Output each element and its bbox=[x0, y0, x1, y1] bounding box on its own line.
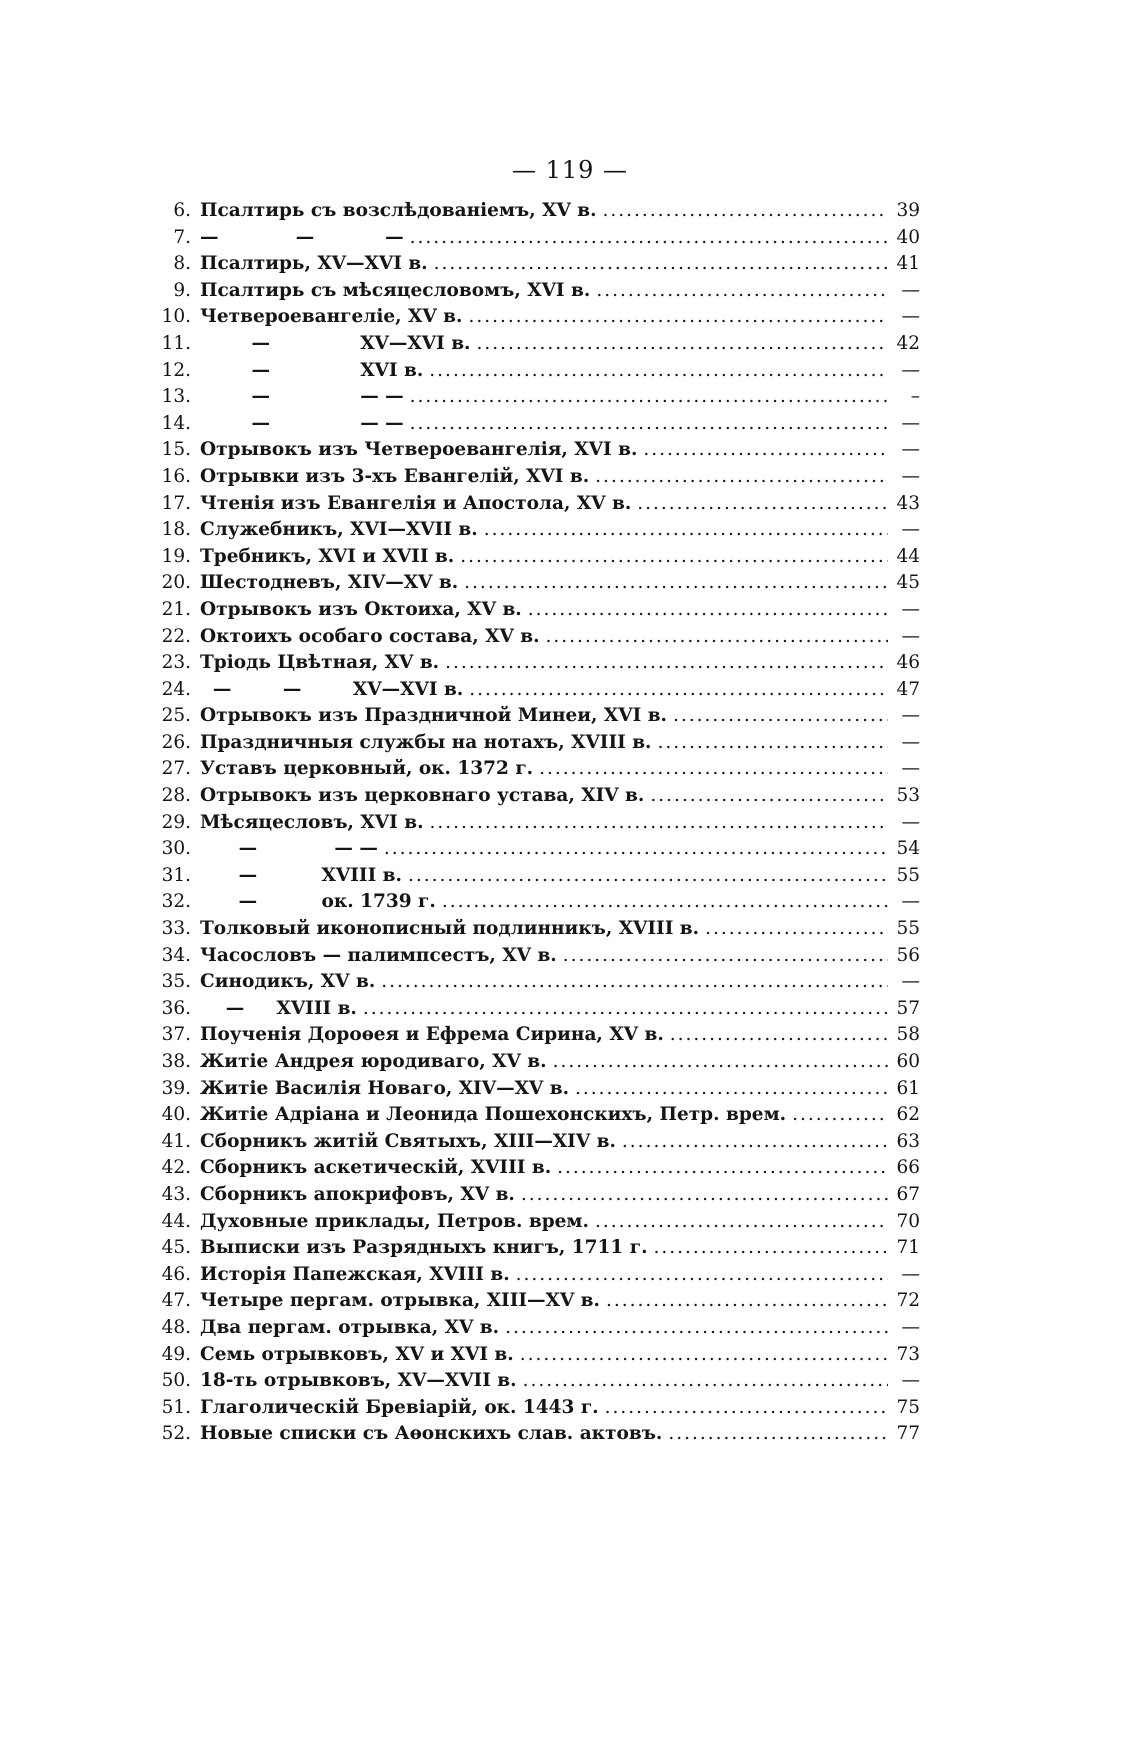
toc-entry bbox=[155, 732, 920, 759]
dot-leader bbox=[410, 386, 888, 407]
entry-page: 39 bbox=[896, 200, 920, 221]
toc-entry bbox=[155, 386, 920, 413]
entry-title: Псалтирь, XV—XVI в. bbox=[200, 253, 428, 275]
entry-title: Отрывокъ изъ церковнаго устава, XIV в. bbox=[200, 785, 645, 807]
entry-page: — bbox=[901, 439, 920, 461]
toc-entry bbox=[155, 1078, 920, 1105]
entry-number: 21. bbox=[161, 598, 191, 620]
entry-number: 51. bbox=[161, 1396, 191, 1418]
toc-entry bbox=[155, 227, 920, 254]
entry-number: 27. bbox=[161, 758, 191, 780]
toc-entry bbox=[155, 1290, 920, 1317]
entry-number: 33. bbox=[161, 918, 191, 940]
entry-page: — bbox=[901, 1370, 920, 1392]
entry-page: — bbox=[901, 891, 920, 913]
toc-entry bbox=[155, 546, 920, 573]
entry-number: 26. bbox=[161, 731, 191, 753]
entry-page: — bbox=[901, 306, 920, 328]
entry-page: — bbox=[901, 758, 920, 780]
dot-leader bbox=[668, 1423, 888, 1444]
toc-entry bbox=[155, 493, 920, 520]
entry-page: 41 bbox=[896, 253, 920, 275]
entry-page: 40 bbox=[896, 226, 920, 248]
dot-leader bbox=[408, 865, 888, 886]
entry-title: 18-ть отрывковъ, XV—XVII в. bbox=[200, 1370, 517, 1392]
entry-page: — bbox=[901, 598, 920, 620]
entry-page: 57 bbox=[896, 997, 920, 1019]
dot-leader bbox=[520, 1344, 888, 1365]
toc-entry bbox=[155, 1397, 920, 1424]
dot-leader bbox=[643, 439, 888, 460]
entry-number: 17. bbox=[161, 492, 191, 514]
entry-title: Псалтирь съ возслѣдованіемъ, XV в. bbox=[200, 200, 597, 221]
entry-number: 47. bbox=[161, 1290, 191, 1312]
entry-page: 54 bbox=[896, 838, 920, 860]
entry-title: Служебникъ, XVI—XVII в. bbox=[200, 519, 478, 541]
entry-page: — bbox=[901, 625, 920, 647]
entry-page: 53 bbox=[896, 785, 920, 807]
dot-leader bbox=[670, 1024, 888, 1045]
entry-number: 37. bbox=[161, 1024, 191, 1046]
entry-number: 32. bbox=[161, 891, 191, 913]
dot-leader bbox=[595, 466, 888, 487]
entry-number: 38. bbox=[161, 1051, 191, 1072]
dot-leader bbox=[521, 1184, 888, 1205]
entry-number: 7. bbox=[173, 226, 191, 248]
entry-number: 36. bbox=[161, 997, 191, 1019]
entry-number: 48. bbox=[161, 1316, 191, 1338]
entry-number: 10. bbox=[161, 306, 191, 328]
dot-leader bbox=[553, 1051, 888, 1072]
entry-title: Исторія Папежская, XVIII в. bbox=[200, 1263, 510, 1285]
entry-page: 44 bbox=[896, 545, 920, 567]
toc-entry bbox=[155, 998, 920, 1025]
entry-number: 44. bbox=[161, 1210, 191, 1232]
toc-entry bbox=[155, 1211, 920, 1238]
entry-number: 28. bbox=[161, 785, 191, 807]
toc-entry bbox=[155, 865, 920, 892]
toc-entry bbox=[155, 1051, 920, 1078]
dot-leader bbox=[442, 891, 888, 912]
entry-title: Отрывокъ изъ Четвероевангелія, XVI в. bbox=[200, 439, 638, 461]
dot-leader bbox=[410, 227, 888, 248]
entry-title: Тріодь Цвѣтная, XV в. bbox=[200, 652, 440, 674]
entry-number: 6. bbox=[173, 200, 191, 221]
toc-entry bbox=[155, 785, 920, 812]
entry-title: Отрывокъ изъ Октоиха, XV в. bbox=[200, 598, 522, 620]
entry-number: 46. bbox=[161, 1263, 191, 1285]
entry-number: 40. bbox=[161, 1104, 191, 1126]
dot-leader bbox=[381, 971, 888, 992]
dot-leader bbox=[606, 1290, 888, 1311]
dot-leader bbox=[363, 998, 888, 1019]
toc-entry bbox=[155, 253, 920, 280]
entry-number: 50. bbox=[161, 1370, 191, 1392]
toc-entry bbox=[155, 652, 920, 679]
toc-entry bbox=[155, 1423, 920, 1450]
entry-page: — bbox=[901, 731, 920, 753]
entry-page: — bbox=[901, 279, 920, 301]
dot-leader bbox=[546, 626, 888, 647]
entry-number: 35. bbox=[161, 971, 191, 993]
entry-title: Четыре пергам. отрывка, XIII—XV в. bbox=[200, 1290, 600, 1312]
dot-leader bbox=[557, 1157, 888, 1178]
entry-page: 66 bbox=[896, 1157, 920, 1179]
dot-leader bbox=[523, 1370, 888, 1391]
entry-page: 62 bbox=[896, 1104, 920, 1126]
dot-leader bbox=[464, 572, 888, 593]
entry-page: — bbox=[901, 1316, 920, 1338]
dot-leader bbox=[654, 1237, 888, 1258]
toc-entry bbox=[155, 1024, 920, 1051]
dot-leader bbox=[673, 705, 888, 726]
entry-title: Шестодневъ, XIV—XV в. bbox=[200, 572, 459, 594]
entry-number: 34. bbox=[161, 944, 191, 966]
entry-title: Часословъ — палимпсестъ, XV в. bbox=[200, 944, 557, 966]
entry-number: 9. bbox=[173, 279, 191, 301]
entry-number: 43. bbox=[161, 1183, 191, 1205]
entry-title: Мѣсяцесловъ, XVI в. bbox=[200, 811, 424, 833]
entry-page: 61 bbox=[896, 1077, 920, 1099]
toc-entry bbox=[155, 333, 920, 360]
entry-page: 55 bbox=[896, 918, 920, 940]
dot-leader bbox=[434, 253, 888, 274]
entry-page: 56 bbox=[896, 944, 920, 966]
toc-entry bbox=[155, 705, 920, 732]
entry-number: 22. bbox=[161, 625, 191, 647]
toc-entry bbox=[155, 466, 920, 493]
entry-title: Требникъ, XVI и XVII в. bbox=[200, 545, 455, 567]
entry-page: 46 bbox=[896, 652, 920, 674]
toc-entry bbox=[155, 838, 920, 865]
entry-number: 8. bbox=[173, 253, 191, 275]
entry-title: Выписки изъ Разрядныхъ книгъ, 1711 г. bbox=[200, 1237, 648, 1259]
toc-entry bbox=[155, 891, 920, 918]
dot-leader bbox=[595, 1211, 888, 1232]
toc-entry bbox=[155, 1131, 920, 1158]
entry-page: 45 bbox=[896, 572, 920, 594]
entry-page: — bbox=[901, 705, 920, 727]
entry-title: Праздничныя службы на нотахъ, XVIII в. bbox=[200, 731, 652, 753]
toc-entry bbox=[155, 519, 920, 546]
entry-page: 75 bbox=[896, 1396, 920, 1418]
entry-title: — XVI в. bbox=[200, 359, 424, 381]
entry-title: — — — bbox=[200, 386, 404, 408]
entry-title: Октоихъ особаго состава, XV в. bbox=[200, 625, 540, 647]
toc-entry bbox=[155, 679, 920, 706]
entry-number: 14. bbox=[161, 412, 191, 434]
toc-entry bbox=[155, 1317, 920, 1344]
table-of-contents bbox=[155, 200, 920, 1450]
entry-page: 47 bbox=[896, 678, 920, 700]
entry-page: — bbox=[901, 465, 920, 487]
entry-title: Новые списки съ Аѳонскихъ слав. актовъ. bbox=[200, 1423, 663, 1445]
entry-number: 13. bbox=[161, 386, 191, 408]
dot-leader bbox=[528, 599, 888, 620]
entry-page: — bbox=[901, 519, 920, 541]
dot-leader bbox=[468, 306, 888, 327]
toc-entry bbox=[155, 812, 920, 839]
dot-leader bbox=[505, 1317, 888, 1338]
entry-number: 15. bbox=[161, 439, 191, 461]
toc-entry bbox=[155, 626, 920, 653]
entry-number: 16. bbox=[161, 465, 191, 487]
entry-title: Житіе Василія Новаго, XIV—XV в. bbox=[200, 1077, 570, 1099]
toc-entry bbox=[155, 572, 920, 599]
entry-title: — XVIII в. bbox=[200, 997, 357, 1019]
entry-number: 23. bbox=[161, 652, 191, 674]
entry-title: Псалтирь съ мѣсяцесловомъ, XVI в. bbox=[200, 279, 591, 301]
entry-number: 20. bbox=[161, 572, 191, 594]
toc-entry bbox=[155, 945, 920, 972]
entry-title: Житіе Андрея юродиваго, XV в. bbox=[200, 1051, 547, 1072]
dot-leader bbox=[539, 758, 888, 779]
dot-leader bbox=[484, 519, 888, 540]
entry-title: — XVIII в. bbox=[200, 864, 402, 886]
entry-page: 42 bbox=[896, 332, 920, 354]
entry-title: Сборникъ апокрифовъ, XV в. bbox=[200, 1183, 515, 1205]
dot-leader bbox=[410, 413, 888, 434]
dot-leader bbox=[563, 945, 888, 966]
entry-title: — — — bbox=[200, 226, 404, 248]
dot-leader bbox=[658, 732, 889, 753]
entry-page: 72 bbox=[896, 1290, 920, 1312]
entry-title: Два пергам. отрывка, XV в. bbox=[200, 1316, 500, 1338]
entry-title: Духовные приклады, Петров. врем. bbox=[200, 1210, 589, 1232]
entry-title: — — — bbox=[200, 412, 404, 434]
entry-page: 77 bbox=[896, 1423, 920, 1445]
entry-number: 42. bbox=[161, 1157, 191, 1179]
toc-entry bbox=[155, 1370, 920, 1397]
entry-number: 29. bbox=[161, 811, 191, 833]
entry-page: 63 bbox=[896, 1130, 920, 1152]
entry-page: — bbox=[901, 811, 920, 833]
toc-entry bbox=[155, 280, 920, 307]
entry-title: Отрывокъ изъ Праздничной Минеи, XVI в. bbox=[200, 705, 667, 727]
toc-entry bbox=[155, 439, 920, 466]
dot-leader bbox=[575, 1078, 888, 1099]
entry-title: Четвероевангеліе, XV в. bbox=[200, 306, 463, 328]
entry-page: 60 bbox=[896, 1051, 920, 1072]
entry-title: — XV—XVI в. bbox=[200, 332, 471, 354]
entry-number: 49. bbox=[161, 1343, 191, 1365]
entry-number: 24. bbox=[161, 678, 191, 700]
entry-number: 12. bbox=[161, 359, 191, 381]
entry-title: Чтенія изъ Евангелія и Апостола, XV в. bbox=[200, 492, 632, 514]
page-number: — 119 — bbox=[511, 156, 629, 184]
dot-leader bbox=[650, 785, 888, 806]
entry-number: 11. bbox=[161, 332, 191, 354]
dot-leader bbox=[430, 812, 888, 833]
entry-title: — — XV—XVI в. bbox=[200, 678, 464, 700]
entry-title: Уставъ церковный, ок. 1372 г. bbox=[200, 758, 534, 780]
dot-leader bbox=[469, 679, 888, 700]
dot-leader bbox=[792, 1104, 888, 1125]
entry-number: 45. bbox=[161, 1237, 191, 1259]
toc-entry bbox=[155, 1344, 920, 1371]
entry-title: Глаголическій Бревіарій, ок. 1443 г. bbox=[200, 1396, 599, 1418]
entry-title: Толковый иконописный подлинникъ, XVIII в. bbox=[200, 918, 700, 940]
dot-leader bbox=[603, 200, 888, 221]
toc-entry bbox=[155, 971, 920, 998]
entry-number: 41. bbox=[161, 1130, 191, 1152]
entry-page: 58 bbox=[896, 1024, 920, 1046]
entry-number: 39. bbox=[161, 1077, 191, 1099]
entry-page: – bbox=[910, 386, 920, 408]
entry-number: 19. bbox=[161, 545, 191, 567]
entry-page: — bbox=[901, 359, 920, 381]
toc-entry bbox=[155, 1184, 920, 1211]
toc-entry bbox=[155, 1237, 920, 1264]
entry-page: 73 bbox=[896, 1343, 920, 1365]
toc-entry bbox=[155, 306, 920, 333]
dot-leader bbox=[460, 546, 888, 567]
dot-leader bbox=[622, 1131, 888, 1152]
dot-leader bbox=[705, 918, 888, 939]
entry-title: Житіе Адріана и Леонида Пошехонскихъ, Петр. врем. bbox=[200, 1104, 787, 1126]
toc-entry bbox=[155, 1104, 920, 1131]
toc-entry bbox=[155, 599, 920, 626]
entry-page: 71 bbox=[896, 1237, 920, 1259]
entry-page: 43 bbox=[896, 492, 920, 514]
toc-entry bbox=[155, 360, 920, 387]
entry-title: — ок. 1739 г. bbox=[200, 891, 436, 913]
entry-page: 70 bbox=[896, 1210, 920, 1232]
entry-title: — — — bbox=[200, 838, 378, 860]
dot-leader bbox=[516, 1264, 888, 1285]
entry-title: Семь отрывковъ, XV и XVI в. bbox=[200, 1343, 514, 1365]
entry-title: Сборникъ аскетическій, XVIII в. bbox=[200, 1157, 552, 1179]
entry-page: — bbox=[901, 412, 920, 434]
dot-leader bbox=[429, 360, 888, 381]
toc-entry bbox=[155, 1157, 920, 1184]
entry-number: 30. bbox=[161, 838, 191, 860]
dot-leader bbox=[637, 493, 888, 514]
dot-leader bbox=[445, 652, 888, 673]
toc-entry bbox=[155, 1264, 920, 1291]
entry-number: 18. bbox=[161, 519, 191, 541]
entry-title: Сборникъ житій Святыхъ, XIII—XIV в. bbox=[200, 1130, 616, 1152]
entry-page: 67 bbox=[896, 1183, 920, 1205]
dot-leader bbox=[477, 333, 889, 354]
entry-title: Синодикъ, XV в. bbox=[200, 971, 376, 993]
entry-number: 31. bbox=[161, 864, 191, 886]
toc-entry bbox=[155, 758, 920, 785]
entry-number: 52. bbox=[161, 1423, 191, 1445]
toc-entry bbox=[155, 200, 920, 227]
dot-leader bbox=[384, 838, 888, 859]
toc-entry bbox=[155, 918, 920, 945]
entry-page: — bbox=[901, 1263, 920, 1285]
toc-entry bbox=[155, 413, 920, 440]
entry-page: 55 bbox=[896, 864, 920, 886]
dot-leader bbox=[605, 1397, 888, 1418]
entry-title: Поученія Дороѳея и Ефрема Сирина, XV в. bbox=[200, 1024, 664, 1046]
entry-number: 25. bbox=[161, 705, 191, 727]
dot-leader bbox=[596, 280, 888, 301]
entry-title: Отрывки изъ 3-хъ Евангелій, XVI в. bbox=[200, 465, 590, 487]
entry-page: — bbox=[901, 971, 920, 993]
